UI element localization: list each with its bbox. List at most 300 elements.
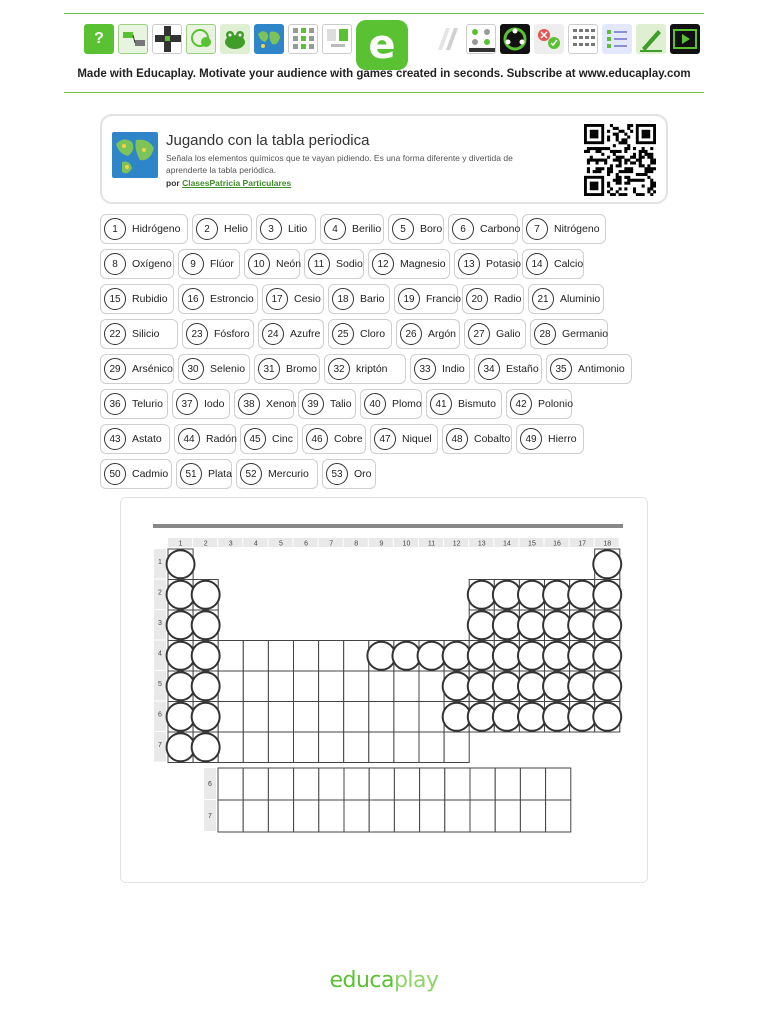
element-chip[interactable] bbox=[464, 319, 526, 349]
element-chip[interactable] bbox=[528, 284, 604, 314]
answer-circle bbox=[367, 642, 395, 670]
answer-circle bbox=[443, 642, 471, 670]
tagline-link[interactable]: www.educaplay.com bbox=[578, 68, 691, 80]
group-label: 13 bbox=[477, 540, 486, 548]
element-number: 45 bbox=[244, 428, 266, 450]
answer-circle bbox=[543, 642, 571, 670]
element-chip[interactable] bbox=[192, 214, 252, 244]
element-chip[interactable] bbox=[396, 319, 460, 349]
qr-module bbox=[616, 179, 619, 182]
element-name: Indio bbox=[442, 363, 465, 375]
element-number: 23 bbox=[186, 323, 208, 345]
element-name: Antimonio bbox=[578, 363, 625, 375]
group-label: 7 bbox=[329, 540, 334, 548]
qr-module bbox=[616, 173, 619, 176]
qr-module bbox=[639, 153, 642, 156]
qr-module bbox=[619, 182, 622, 185]
answer-circle bbox=[493, 672, 521, 700]
element-chip[interactable] bbox=[240, 424, 298, 454]
element-chip[interactable] bbox=[324, 354, 406, 384]
element-number: 31 bbox=[258, 358, 280, 380]
element-name: Boro bbox=[420, 223, 443, 235]
element-name: Flúor bbox=[210, 258, 234, 270]
qr-module bbox=[644, 167, 647, 170]
element-name: Francio bbox=[426, 293, 462, 305]
qr-module bbox=[650, 184, 653, 187]
game-icon-strip bbox=[80, 20, 688, 68]
qr-module bbox=[616, 136, 619, 139]
qr-module bbox=[616, 176, 619, 179]
element-chip[interactable] bbox=[448, 214, 521, 244]
qr-module bbox=[624, 138, 627, 141]
element-chip[interactable] bbox=[394, 284, 462, 314]
qr-module bbox=[616, 159, 619, 162]
group-label: 6 bbox=[304, 540, 309, 548]
element-chip[interactable] bbox=[172, 389, 230, 419]
answer-circle bbox=[568, 642, 596, 670]
element-number: 29 bbox=[104, 358, 126, 380]
element-name: Mercurio bbox=[268, 468, 309, 480]
qr-module bbox=[627, 127, 630, 130]
element-cell bbox=[243, 702, 268, 733]
answer-circle bbox=[568, 581, 596, 609]
answer-circle bbox=[443, 672, 471, 700]
element-chip[interactable] bbox=[100, 319, 178, 349]
element-chip[interactable] bbox=[516, 424, 584, 454]
element-number: 52 bbox=[240, 463, 262, 485]
element-chip[interactable] bbox=[426, 389, 502, 419]
element-chip[interactable] bbox=[410, 354, 470, 384]
frog-icon[interactable] bbox=[220, 24, 250, 54]
qr-module bbox=[607, 136, 610, 139]
qr-module bbox=[601, 147, 604, 150]
group-label: 3 bbox=[228, 540, 233, 548]
qr-module bbox=[587, 161, 590, 164]
qr-module bbox=[650, 159, 653, 162]
element-number: 28 bbox=[534, 323, 556, 345]
series-cell bbox=[420, 800, 445, 832]
quiz-check-icon[interactable] bbox=[534, 24, 564, 54]
series-cell bbox=[243, 768, 268, 800]
qr-module bbox=[633, 153, 636, 156]
element-name: Fósforo bbox=[214, 328, 250, 340]
answer-circle bbox=[593, 703, 621, 731]
qr-module bbox=[619, 156, 622, 159]
qr-module bbox=[610, 193, 613, 196]
answer-circle bbox=[167, 550, 195, 578]
qr-module bbox=[596, 159, 599, 162]
qr-module bbox=[598, 150, 601, 153]
element-name: Galio bbox=[496, 328, 521, 340]
element-name: Cesio bbox=[294, 293, 321, 305]
educaplay-logo[interactable]: e bbox=[356, 20, 408, 70]
qr-module bbox=[598, 170, 601, 173]
element-name: Hierro bbox=[548, 433, 577, 445]
qr-module bbox=[650, 179, 653, 182]
qr-module bbox=[601, 167, 604, 170]
element-chip[interactable] bbox=[100, 424, 170, 454]
map-icon[interactable] bbox=[254, 24, 284, 54]
element-cell bbox=[319, 641, 344, 672]
element-cell bbox=[294, 641, 319, 672]
answer-circle bbox=[593, 642, 621, 670]
element-number: 47 bbox=[374, 428, 396, 450]
qr-module bbox=[587, 159, 590, 162]
qr-module bbox=[613, 193, 616, 196]
element-chip[interactable] bbox=[546, 354, 632, 384]
qr-module bbox=[619, 164, 622, 167]
qr-module bbox=[627, 144, 630, 147]
element-cell bbox=[218, 732, 243, 763]
group-label: 9 bbox=[379, 540, 384, 548]
qr-module bbox=[639, 164, 642, 167]
group-label: 16 bbox=[553, 540, 561, 548]
element-number: 39 bbox=[302, 393, 324, 415]
element-number: 43 bbox=[104, 428, 126, 450]
answer-circle bbox=[167, 642, 195, 670]
qr-module bbox=[636, 193, 639, 196]
qr-module bbox=[596, 150, 599, 153]
answer-circle bbox=[192, 642, 220, 670]
element-cell bbox=[294, 671, 319, 702]
element-name: Radio bbox=[494, 293, 522, 305]
pairs-icon[interactable] bbox=[466, 24, 496, 54]
memory-icon[interactable] bbox=[322, 24, 352, 54]
qr-module bbox=[621, 130, 624, 133]
qr-module bbox=[590, 159, 593, 162]
qr-module bbox=[621, 156, 624, 159]
qr-module bbox=[624, 141, 627, 144]
element-number: 16 bbox=[182, 288, 204, 310]
element-chip[interactable] bbox=[360, 389, 422, 419]
element-name: Helio bbox=[224, 223, 248, 235]
qr-module bbox=[621, 170, 624, 173]
element-name: Bario bbox=[360, 293, 385, 305]
qr-module bbox=[613, 133, 616, 136]
series-cell bbox=[495, 768, 520, 800]
activity-card bbox=[100, 114, 668, 204]
element-chip[interactable] bbox=[100, 214, 188, 244]
element-chip[interactable] bbox=[388, 214, 444, 244]
answer-circle bbox=[192, 672, 220, 700]
element-number: 1 bbox=[104, 218, 126, 240]
element-chip[interactable] bbox=[328, 284, 390, 314]
qr-module bbox=[630, 170, 633, 173]
element-cell bbox=[394, 732, 419, 763]
header-bottom-rule bbox=[64, 92, 704, 93]
roulette-icon[interactable] bbox=[500, 24, 530, 54]
qr-module bbox=[616, 190, 619, 193]
answer-circle bbox=[468, 611, 496, 639]
element-cell bbox=[243, 641, 268, 672]
element-number: 13 bbox=[458, 253, 480, 275]
qr-module bbox=[630, 124, 633, 127]
element-chip[interactable] bbox=[302, 424, 366, 454]
periodic-table bbox=[121, 498, 649, 884]
series-cell bbox=[344, 768, 369, 800]
element-chip[interactable] bbox=[262, 284, 324, 314]
series-cell bbox=[218, 800, 243, 832]
qr-module bbox=[621, 141, 624, 144]
footer-logo-educa: educa bbox=[329, 968, 394, 993]
series-cell bbox=[294, 800, 319, 832]
quiz-icon[interactable]: ? bbox=[84, 24, 114, 54]
qr-module bbox=[587, 147, 590, 150]
periodic-table-card bbox=[120, 497, 648, 883]
element-chip[interactable] bbox=[298, 389, 356, 419]
element-chip[interactable] bbox=[178, 249, 240, 279]
qr-module bbox=[639, 150, 642, 153]
element-chip[interactable] bbox=[100, 459, 172, 489]
element-name: Cobalto bbox=[474, 433, 511, 445]
element-chip[interactable] bbox=[100, 249, 174, 279]
element-number: 42 bbox=[510, 393, 532, 415]
qr-module bbox=[598, 159, 601, 162]
element-cell bbox=[344, 732, 369, 763]
lettergrid-icon[interactable] bbox=[568, 24, 598, 54]
period-label: 7 bbox=[158, 742, 162, 749]
element-chip[interactable] bbox=[234, 389, 297, 419]
element-cell bbox=[268, 732, 293, 763]
matching-icon[interactable] bbox=[118, 24, 148, 54]
qr-module bbox=[616, 182, 619, 185]
qr-module bbox=[607, 184, 610, 187]
element-cell bbox=[369, 702, 394, 733]
qr-module bbox=[639, 173, 642, 176]
element-number: 34 bbox=[478, 358, 500, 380]
activity-description: Señala los elementos químicos que te vayan pidiendo. Es una forma diferente y divertida de aprenderte la tabla periódica. bbox=[166, 153, 513, 175]
qr-module bbox=[624, 187, 627, 190]
answer-circle bbox=[167, 581, 195, 609]
element-number: 26 bbox=[400, 323, 422, 345]
qr-module bbox=[616, 156, 619, 159]
group-label: 15 bbox=[528, 540, 536, 548]
answer-circle bbox=[192, 611, 220, 639]
qr-module bbox=[627, 147, 630, 150]
element-chip[interactable] bbox=[256, 214, 316, 244]
group-label: 18 bbox=[603, 540, 612, 548]
element-chip[interactable] bbox=[322, 459, 376, 489]
series-cell bbox=[470, 800, 495, 832]
series-cell bbox=[344, 800, 369, 832]
element-chip[interactable] bbox=[182, 319, 254, 349]
checklist-icon[interactable] bbox=[602, 24, 632, 54]
series-cell bbox=[445, 768, 470, 800]
qr-module bbox=[587, 150, 590, 153]
answer-circle bbox=[518, 703, 546, 731]
author-prefix: por bbox=[166, 178, 183, 188]
element-cell bbox=[243, 732, 268, 763]
element-chip[interactable] bbox=[328, 319, 392, 349]
element-name: Telurio bbox=[132, 398, 163, 410]
element-chip[interactable] bbox=[258, 319, 324, 349]
group-label: 14 bbox=[502, 540, 511, 548]
element-number: 7 bbox=[526, 218, 548, 240]
element-chip[interactable] bbox=[254, 354, 320, 384]
element-cell bbox=[218, 671, 243, 702]
series-cell bbox=[394, 800, 419, 832]
series-cell bbox=[394, 768, 419, 800]
qr-module bbox=[633, 156, 636, 159]
answer-circle bbox=[418, 642, 446, 670]
period-label: 6 bbox=[158, 711, 162, 719]
element-number: 11 bbox=[308, 253, 330, 275]
qr-module bbox=[610, 164, 613, 167]
qr-module bbox=[584, 150, 587, 153]
element-name: Cinc bbox=[272, 433, 294, 445]
answer-circle bbox=[543, 581, 571, 609]
element-chip[interactable] bbox=[442, 424, 512, 454]
video-quiz-icon[interactable] bbox=[670, 24, 700, 54]
element-name: Calcio bbox=[554, 258, 584, 270]
answer-circle bbox=[568, 611, 596, 639]
qr-module bbox=[624, 150, 627, 153]
period-label: 2 bbox=[158, 589, 162, 597]
qr-module bbox=[639, 193, 642, 196]
element-chip[interactable] bbox=[178, 284, 258, 314]
qr-module bbox=[593, 170, 596, 173]
qr-module bbox=[607, 147, 610, 150]
element-chip[interactable] bbox=[462, 284, 524, 314]
qr-module bbox=[644, 173, 647, 176]
qr-module bbox=[633, 161, 636, 164]
qr-module bbox=[619, 187, 622, 190]
element-number: 44 bbox=[178, 428, 200, 450]
qr-module bbox=[642, 184, 645, 187]
element-name: Selenio bbox=[210, 363, 246, 375]
series-cell bbox=[218, 768, 243, 800]
series-cell bbox=[520, 768, 545, 800]
answer-circle bbox=[468, 642, 496, 670]
qr-module bbox=[624, 176, 627, 179]
element-number: 25 bbox=[332, 323, 354, 345]
series-cell bbox=[546, 800, 571, 832]
wordsearch-icon[interactable] bbox=[288, 24, 318, 54]
element-number: 18 bbox=[332, 288, 354, 310]
element-chip[interactable] bbox=[100, 389, 168, 419]
answer-circle bbox=[468, 672, 496, 700]
answer-circle bbox=[593, 550, 621, 578]
qr-module bbox=[630, 161, 633, 164]
dialogue-icon[interactable] bbox=[186, 24, 216, 54]
element-number: 37 bbox=[176, 393, 198, 415]
element-cell bbox=[394, 702, 419, 733]
qr-module bbox=[650, 187, 653, 190]
answer-circle bbox=[593, 672, 621, 700]
element-cell bbox=[294, 732, 319, 763]
answer-circle bbox=[392, 642, 420, 670]
qr-module bbox=[613, 159, 616, 162]
element-cell bbox=[319, 671, 344, 702]
qr-module bbox=[621, 193, 624, 196]
qr-module bbox=[596, 170, 599, 173]
qr-module bbox=[619, 141, 622, 144]
author-link[interactable]: ClasesPatricia Particulares bbox=[182, 178, 292, 188]
writing-icon[interactable] bbox=[636, 24, 666, 54]
element-chip[interactable] bbox=[100, 354, 174, 384]
element-name: Cobre bbox=[334, 433, 363, 445]
element-chip[interactable] bbox=[370, 424, 438, 454]
group-label: 10 bbox=[402, 540, 411, 548]
element-chip[interactable] bbox=[454, 249, 522, 279]
answer-circle bbox=[192, 703, 220, 731]
answer-circle bbox=[518, 672, 546, 700]
answer-circle bbox=[468, 581, 496, 609]
qr-module bbox=[593, 147, 596, 150]
qr-module bbox=[624, 170, 627, 173]
qr-module bbox=[601, 159, 604, 162]
element-name: Potasio bbox=[486, 258, 522, 270]
qr-module bbox=[619, 159, 622, 162]
element-cell bbox=[319, 732, 344, 763]
qr-module bbox=[653, 161, 656, 164]
footer-logo[interactable] bbox=[0, 968, 768, 993]
element-chip[interactable] bbox=[174, 424, 236, 454]
element-chip[interactable] bbox=[506, 389, 572, 419]
qr-module bbox=[627, 170, 630, 173]
element-chip[interactable] bbox=[368, 249, 450, 279]
element-name: Estaño bbox=[506, 363, 539, 375]
series-cell bbox=[369, 768, 394, 800]
qr-module bbox=[650, 193, 653, 196]
answer-circle bbox=[167, 703, 195, 731]
riddle-icon[interactable] bbox=[432, 24, 462, 54]
qr-module bbox=[624, 133, 627, 136]
element-chip[interactable] bbox=[236, 459, 318, 489]
group-label: 8 bbox=[354, 540, 359, 548]
qr-module bbox=[653, 159, 656, 162]
qr-module bbox=[610, 170, 613, 173]
element-name: Rubidio bbox=[132, 293, 168, 305]
element-name: Niquel bbox=[402, 433, 432, 445]
qr-finder bbox=[590, 182, 599, 191]
element-number: 53 bbox=[326, 463, 348, 485]
answer-circle bbox=[593, 611, 621, 639]
element-number: 46 bbox=[306, 428, 328, 450]
element-number: 49 bbox=[520, 428, 542, 450]
element-number: 8 bbox=[104, 253, 126, 275]
element-cell bbox=[369, 671, 394, 702]
element-chip[interactable] bbox=[474, 354, 542, 384]
crossword-icon[interactable] bbox=[152, 24, 182, 54]
qr-module bbox=[598, 167, 601, 170]
qr-module bbox=[607, 156, 610, 159]
answer-circle bbox=[493, 642, 521, 670]
qr-module bbox=[642, 147, 645, 150]
element-chip[interactable] bbox=[304, 249, 364, 279]
element-chip[interactable] bbox=[530, 319, 608, 349]
element-chip[interactable] bbox=[320, 214, 384, 244]
answer-circle bbox=[543, 611, 571, 639]
qr-module bbox=[604, 159, 607, 162]
qr-module bbox=[619, 161, 622, 164]
series-cell bbox=[268, 768, 293, 800]
element-chip[interactable] bbox=[178, 354, 250, 384]
answer-circle bbox=[192, 733, 220, 761]
element-chip[interactable] bbox=[522, 214, 606, 244]
element-name: Carbono bbox=[480, 223, 521, 235]
element-chip[interactable] bbox=[100, 284, 174, 314]
element-chip[interactable] bbox=[522, 249, 584, 279]
element-number: 40 bbox=[364, 393, 386, 415]
qr-module bbox=[647, 156, 650, 159]
element-chip[interactable] bbox=[244, 249, 300, 279]
group-label: 17 bbox=[578, 540, 587, 548]
qr-module bbox=[613, 179, 616, 182]
qr-module bbox=[596, 167, 599, 170]
qr-module bbox=[601, 153, 604, 156]
element-chip[interactable] bbox=[176, 459, 232, 489]
